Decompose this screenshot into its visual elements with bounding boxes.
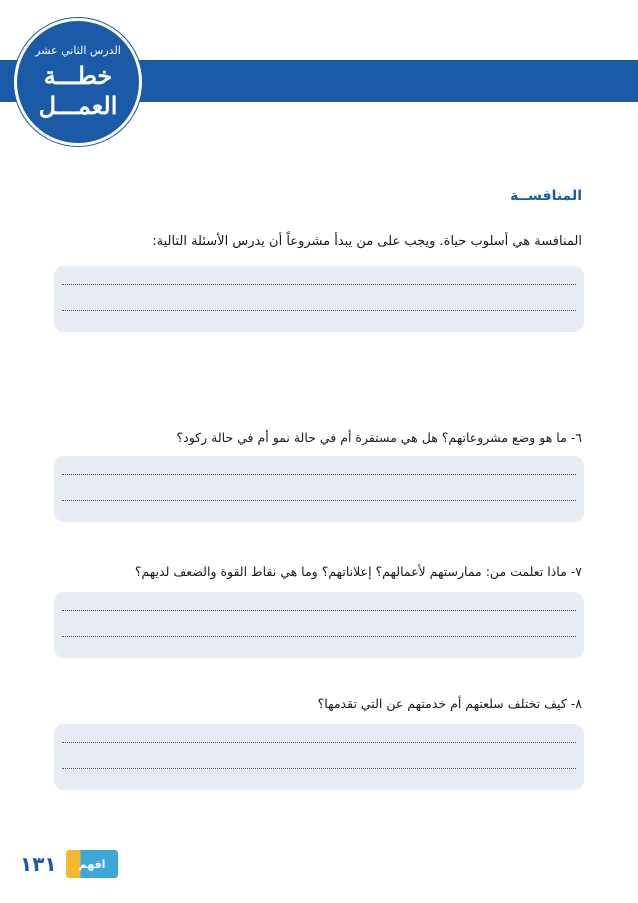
lesson-label: الدرس الثاني عشر bbox=[35, 43, 121, 57]
title-line-2: العمـــل bbox=[38, 90, 118, 120]
answer-line[interactable] bbox=[62, 768, 576, 769]
section-intro: المنافسة هي أسلوب حياة. ويجب على من يبدأ مشروعاً أن يدرس الأسئلة التالية: bbox=[152, 234, 582, 249]
publisher-logo bbox=[66, 850, 118, 878]
answer-box-7[interactable] bbox=[54, 592, 584, 658]
question-7: ٧- ماذا تعلمت من: ممارستهم لأعمالهم؟ إعلاناتهم؟ وما هي نقاط القوة والضعف لديهم؟ bbox=[134, 564, 582, 579]
logo-text: افهم bbox=[78, 857, 106, 871]
question-6: ٦- ما هو وضع مشروعاتهم؟ هل هي مستقرة أم في حالة نمو أم في حالة ركود؟ bbox=[176, 430, 582, 445]
answer-box-5[interactable] bbox=[54, 266, 584, 332]
answer-box-8[interactable] bbox=[54, 724, 584, 790]
answer-line[interactable] bbox=[62, 284, 576, 285]
page-number: ١٣١ bbox=[20, 852, 57, 876]
answer-line[interactable] bbox=[62, 310, 576, 311]
answer-box-6[interactable] bbox=[54, 456, 584, 522]
title-line-1: خطـــة bbox=[43, 60, 113, 90]
lesson-badge bbox=[14, 18, 142, 146]
answer-line[interactable] bbox=[62, 742, 576, 743]
answer-line[interactable] bbox=[62, 500, 576, 501]
answer-line[interactable] bbox=[62, 610, 576, 611]
answer-line[interactable] bbox=[62, 474, 576, 475]
section-title: المنافســة bbox=[510, 188, 582, 204]
answer-line[interactable] bbox=[62, 636, 576, 637]
question-8: ٨- كيف تختلف سلعتهم أم خدمتهم عن التي تقدمها؟ bbox=[317, 696, 582, 711]
